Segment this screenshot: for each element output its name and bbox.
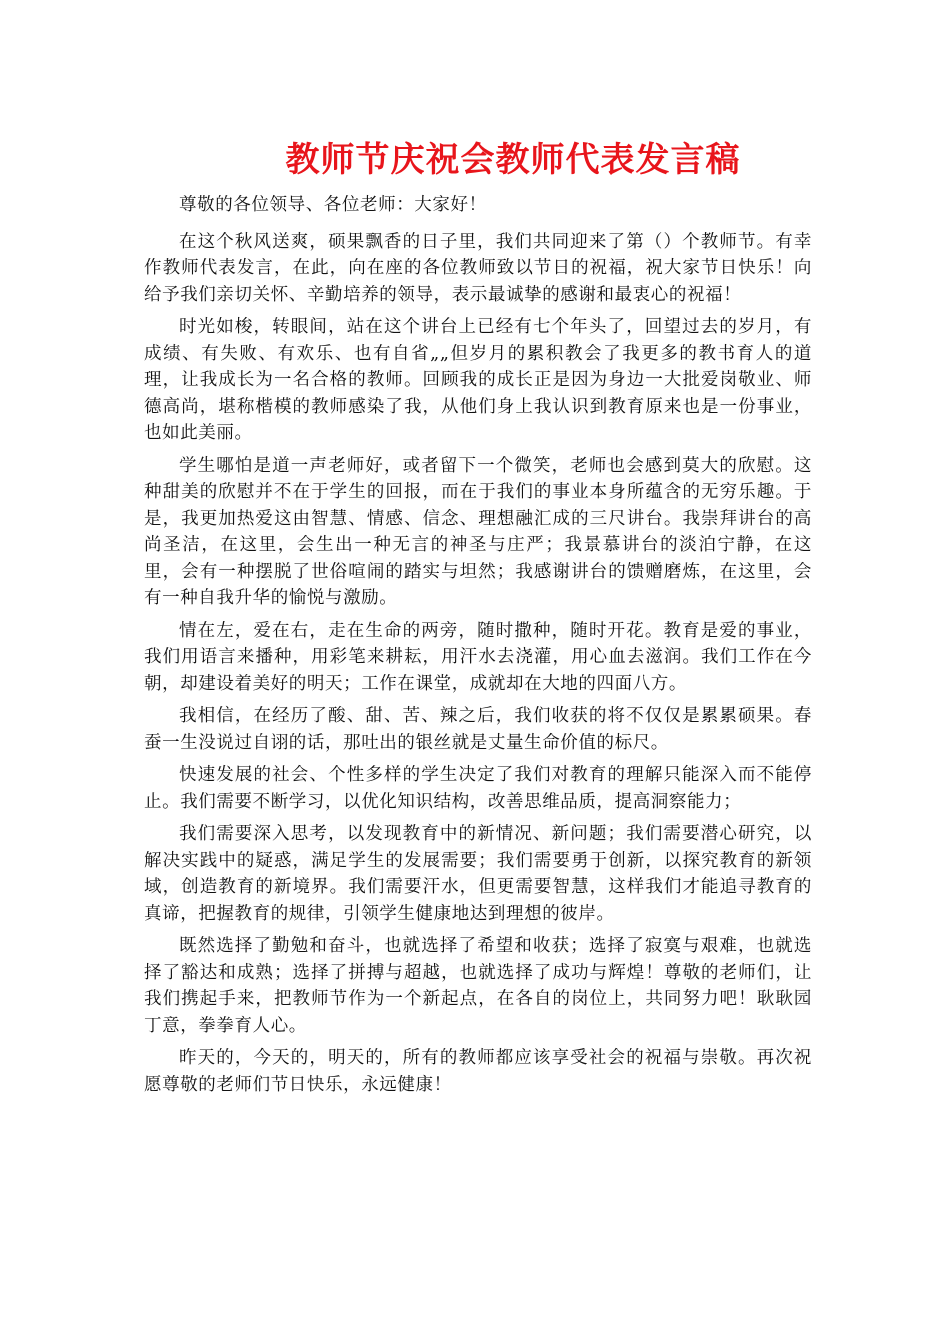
closing-paragraph: 昨天的，今天的，明天的，所有的教师都应该享受社会的祝福与崇敬。再次祝愿尊敬的老师们节日快乐，永远健康！ — [144, 1048, 812, 1095]
body-paragraph-5: 我相信，在经历了酸、甜、苦、辣之后，我们收获的将不仅仅是累累硕果。春蚕一生没说过自诩的话，那吐出的银丝就是丈量生命价值的标尺。 — [144, 706, 812, 753]
document-title: 教师节庆祝会教师代表发言稿 — [285, 140, 741, 180]
body-paragraph-8: 既然选择了勤勉和奋斗，也就选择了希望和收获；选择了寂寞与艰难，也就选择了豁达和成熟；选择了拼搏与超越，也就选择了成功与辉煌！尊敬的老师们，让我们携起手来，把教师节作为一个新起点，在各自的岗位上，共同努力吧！耿耿园丁意，拳拳育人心。 — [144, 936, 812, 1036]
body-paragraph-2: 时光如梭，转眼间，站在这个讲台上已经有七个年头了，回望过去的岁月，有成绩、有失败、有欢乐、也有自省„„但岁月的累积教会了我更多的教书育人的道理，让我成长为一名合格的教师。回顾我的成长正是因为身边一大批爱岗敬业、师德高尚，堪称楷模的教师感染了我，从他们身上我认识到教育原来也是一份事业，也如此美丽。 — [144, 317, 812, 443]
body-paragraph-6: 快速发展的社会、个性多样的学生决定了我们对教育的理解只能深入而不能停止。我们需要不断学习，以优化知识结构，改善思维品质，提高洞察能力； — [144, 765, 812, 812]
body-paragraph-7: 我们需要深入思考，以发现教育中的新情况、新问题；我们需要潜心研究，以解决实践中的疑惑，满足学生的发展需要；我们需要勇于创新，以探究教育的新领域，创造教育的新境界。我们需要汗水，但更需要智慧，这样我们才能追寻教育的真谛，把握教育的规律，引领学生健康地达到理想的彼岸。 — [144, 824, 812, 924]
body-paragraph-1: 在这个秋风送爽，硕果飘香的日子里，我们共同迎来了第（）个教师节。有幸作教师代表发言，在此，向在座的各位教师致以节日的祝福，祝大家节日快乐！向给予我们亲切关怀、辛勤培养的领导，表示最诚挚的感谢和最衷心的祝福！ — [144, 231, 812, 305]
body-paragraph-4: 情在左，爱在右，走在生命的两旁，随时撒种，随时开花。教育是爱的事业，我们用语言来播种，用彩笔来耕耘，用汗水去浇灌，用心血去滋润。我们工作在今朝，却建设着美好的明天；工作在课堂，成就却在大地的四面八方。 — [144, 620, 812, 694]
document-page — [144, 136, 812, 1104]
body-paragraph-3: 学生哪怕是道一声老师好，或者留下一个微笑，老师也会感到莫大的欣慰。这种甜美的欣慰并不在于学生的回报，而在于我们的事业本身所蕴含的无穷乐趣。于是，我更加热爱这由智慧、情感、信念、理想融汇成的三尺讲台。我崇拜讲台的高尚圣洁，在这里，会生出一种无言的神圣与庄严；我景慕讲台的淡泊宁静，在这里，会有一种摆脱了世俗喧闹的踏实与坦然；我感谢讲台的馈赠磨炼，在这里，会有一种自我升华的愉悦与激励。 — [144, 455, 812, 608]
salutation-paragraph: 尊敬的各位领导、各位老师：大家好！ — [179, 195, 487, 215]
